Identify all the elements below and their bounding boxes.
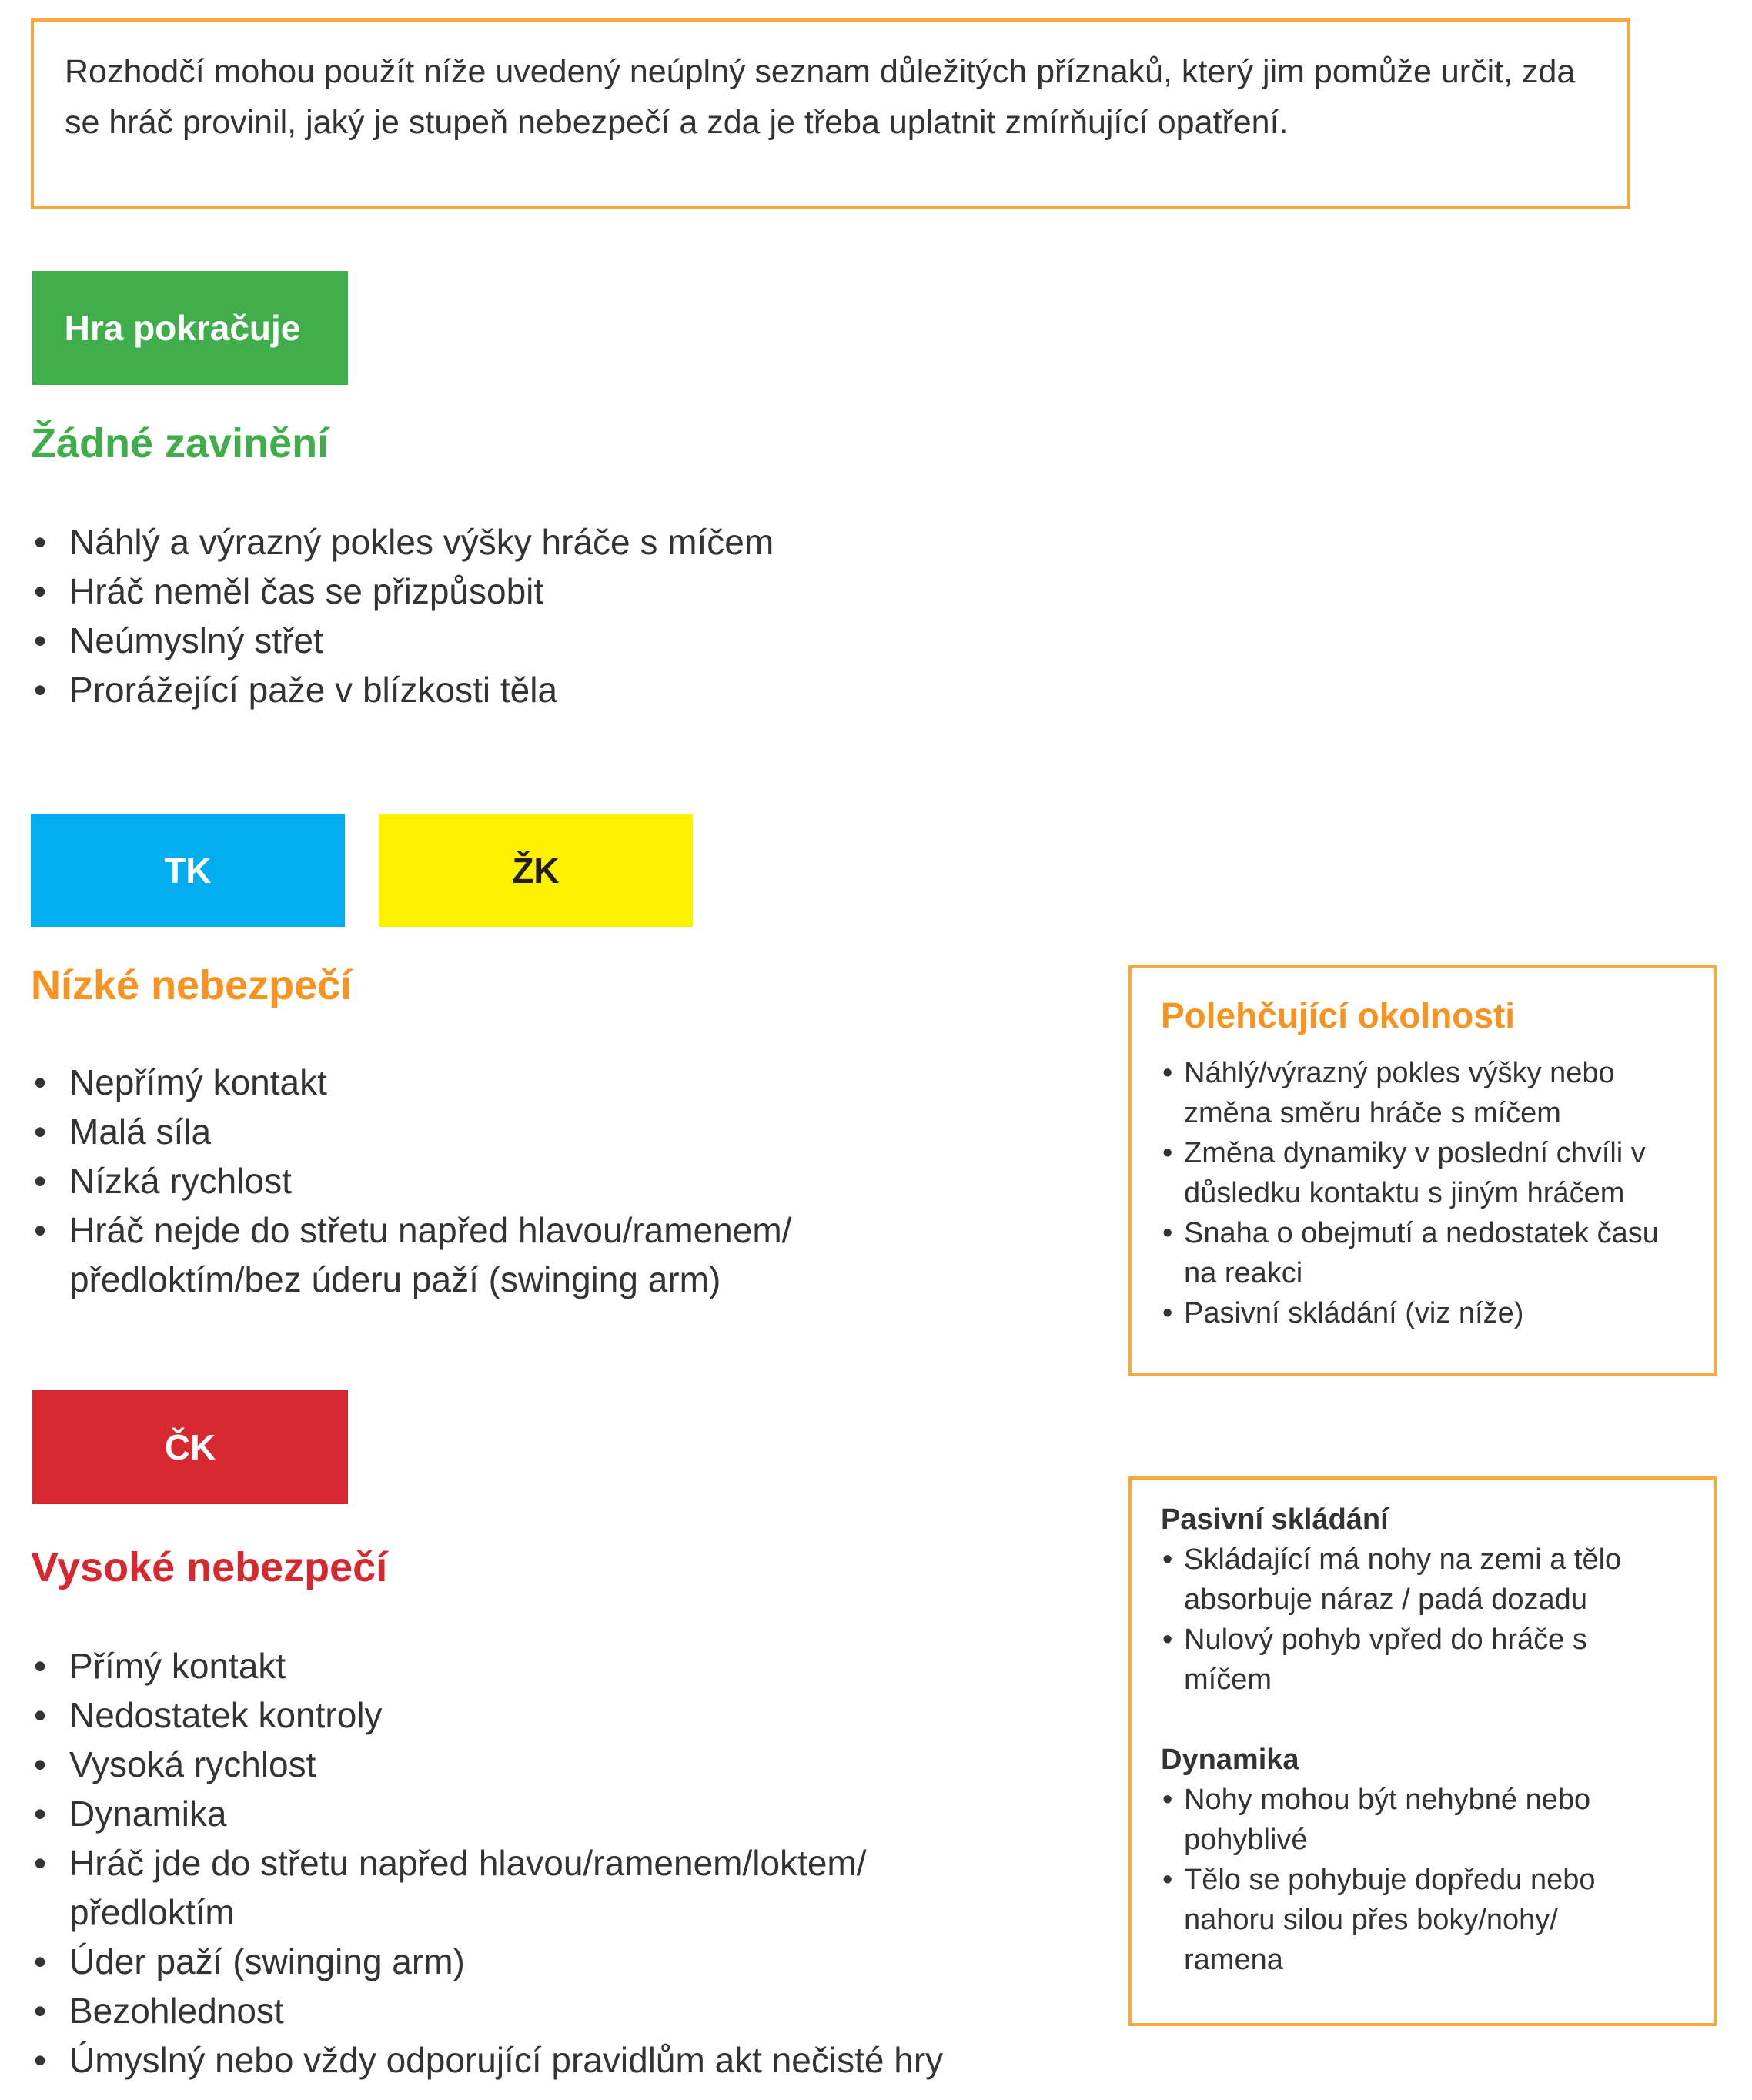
passive-tackle-title: Pasivní skládání <box>1161 1503 1389 1536</box>
list-item: • Snaha o obejmutí a nedostatek času na reakci <box>1161 1213 1684 1293</box>
list-item: • Úmyslný nebo vždy odporující pravidlům akt nečisté hry <box>31 2035 1078 2085</box>
list-item: • Hráč neměl čas se přizpůsobit <box>31 567 1031 616</box>
list-item: • Skládající má nohy na zemi a tělo absorbuje náraz / padá dozadu <box>1161 1540 1684 1620</box>
dynamics-list <box>1161 1780 1684 1980</box>
list-item: • Pasivní skládání (viz níže) <box>1161 1293 1684 1333</box>
list-item: • Dynamika <box>31 1789 1078 1838</box>
list-item: • Vysoká rychlost <box>31 1740 1078 1789</box>
play-on-badge: Hra pokračuje <box>32 271 348 385</box>
list-item: • Náhlý/výrazný pokles výšky nebo změna směru hráče s míčem <box>1161 1053 1684 1133</box>
mitigating-circumstances-box <box>1128 965 1717 1376</box>
list-item: • Nepřímý kontakt <box>31 1058 1031 1107</box>
no-fault-list <box>31 517 1031 714</box>
list-item: • Malá síla <box>31 1107 1031 1156</box>
list-item: • Nulový pohyb vpřed do hráče s míčem <box>1161 1620 1615 1700</box>
list-item: • Nedostatek kontroly <box>31 1690 1078 1740</box>
list-item: • Neúmyslný střet <box>31 616 1031 665</box>
mitigating-title: Polehčující okolnosti <box>1161 995 1516 1035</box>
list-item: • Přímý kontakt <box>31 1641 1078 1690</box>
list-item: • Prorážející paže v blízkosti těla <box>31 665 1031 714</box>
yellow-card-badge: ŽK <box>379 814 693 927</box>
list-item: • Hráč nejde do střetu napřed hlavou/ramenem/ předloktím/bez úderu paží (swinging arm) <box>31 1205 901 1304</box>
list-item: • Hráč jde do střetu napřed hlavou/ramenem/loktem/ předloktím <box>31 1838 993 1937</box>
penalty-kick-badge: TK <box>31 814 345 927</box>
intro-box <box>31 18 1630 209</box>
intro-text: Rozhodčí mohou použít níže uvedený neúplný seznam důležitých příznaků, který jim pomůže určit, zda se hráč provinil, jaký je stupeň nebezpečí a zda je třeba uplatnit zmírňující opatření. <box>65 53 1576 141</box>
dynamics-title: Dynamika <box>1161 1744 1299 1776</box>
definitions-box <box>1128 1476 1717 2026</box>
list-item: • Náhlý a výrazný pokles výšky hráče s míčem <box>31 517 1031 567</box>
list-item: • Změna dynamiky v poslední chvíli v důsledku kontaktu s jiným hráčem <box>1161 1133 1684 1213</box>
low-danger-heading: Nízké nebezpečí <box>31 962 353 1008</box>
low-danger-list <box>31 1058 1031 1304</box>
list-item: • Tělo se pohybuje dopředu nebo nahoru silou přes boky/nohy/ ramena <box>1161 1860 1646 1980</box>
high-danger-list <box>31 1641 1078 2085</box>
no-fault-heading: Žádné zavinění <box>31 420 329 466</box>
list-item: • Nízká rychlost <box>31 1156 1031 1205</box>
red-card-badge: ČK <box>32 1390 348 1504</box>
mitigating-list <box>1161 1053 1684 1333</box>
high-danger-heading: Vysoké nebezpečí <box>31 1544 388 1590</box>
list-item: • Úder paží (swinging arm) <box>31 1937 1078 1986</box>
list-item: • Bezohlednost <box>31 1986 1078 2035</box>
passive-tackle-list <box>1161 1540 1684 1700</box>
list-item: • Nohy mohou být nehybné nebo pohyblivé <box>1161 1780 1646 1860</box>
